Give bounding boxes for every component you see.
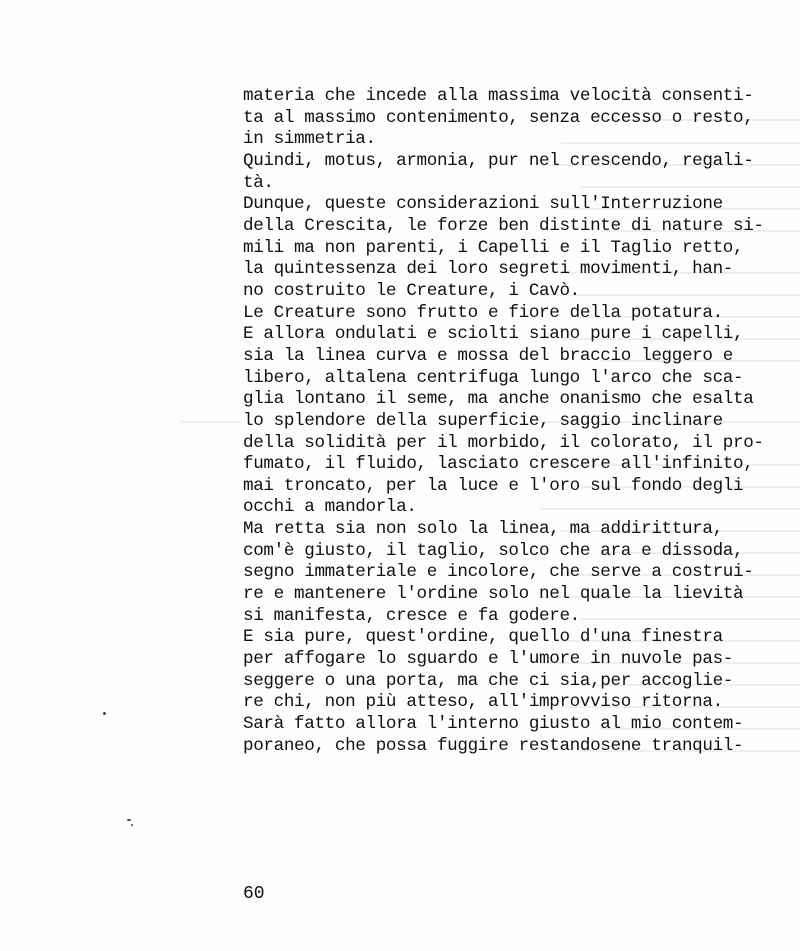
text-line: Ma retta sia non solo la linea, ma addirittura, — [243, 519, 723, 540]
text-line: no costruito le Creature, i Cavò. — [243, 280, 580, 301]
text-line: libero, altalena centrifuga lungo l'arco che sca- — [243, 367, 744, 388]
body-text — [243, 86, 800, 757]
text-line: fumato, il fluido, lasciato crescere all'infinito, — [243, 454, 754, 475]
text-line: Dunque, queste considerazioni sull'Interruzione — [243, 194, 723, 215]
text-line: segno immateriale e incolore, che serve a costrui- — [243, 562, 754, 583]
paper-speck — [103, 712, 106, 715]
text-line: glia lontano il seme, ma anche onanismo che esalta — [243, 389, 754, 410]
text-line: seggere o una porta, ma che ci sia,per accoglie- — [243, 670, 733, 691]
text-line: E sia pure, quest'ordine, quello d'una finestra — [243, 627, 723, 648]
text-line: E allora ondulati e sciolti siano pure i capelli, — [243, 324, 744, 345]
text-line: mili ma non parenti, i Capelli e il Taglio retto, — [243, 237, 744, 258]
text-line: sia la linea curva e mossa del braccio leggero e — [243, 345, 733, 366]
text-line: mai troncato, per la luce e l'oro sul fondo degli — [243, 475, 744, 496]
text-line: della Crescita, le forze ben distinte di nature si- — [243, 215, 764, 236]
text-line: poraneo, che possa fuggire restandosene tranquil- — [243, 735, 744, 756]
text-line: re chi, non più atteso, all'improvviso ritorna. — [243, 692, 723, 713]
text-line: Le Creature sono frutto e fiore della potatura. — [243, 302, 723, 323]
text-line: per affogare lo sguardo e l'umore in nuvole pas- — [243, 649, 733, 670]
text-line: la quintessenza dei loro segreti movimenti, han- — [243, 259, 733, 280]
page-number: 60 — [243, 884, 265, 904]
text-line: com'è giusto, il taglio, solco che ara e dissoda, — [243, 540, 744, 561]
paper-speck — [127, 819, 131, 821]
paper-speck — [131, 824, 133, 826]
text-line: in simmetria. — [243, 129, 376, 150]
text-line: Sarà fatto allora l'interno giusto al mio contem- — [243, 714, 744, 735]
text-line: della solidità per il morbido, il colorato, il pro- — [243, 432, 764, 453]
text-line: materia che incede alla massima velocità consenti- — [243, 86, 754, 106]
text-line: ta al massimo contenimento, senza eccesso o resto, — [243, 107, 754, 128]
text-line: si manifesta, cresce e fa godere. — [243, 605, 580, 626]
text-line: re e mantenere l'ordine solo nel quale la lievità — [243, 584, 744, 605]
text-line: Quindi, motus, armonia, pur nel crescendo, regali- — [243, 150, 754, 171]
text-line: occhi a mandorla. — [243, 497, 417, 518]
text-line: tà. — [243, 172, 274, 193]
text-line: lo splendore della superficie, saggio inclinare — [243, 410, 723, 431]
